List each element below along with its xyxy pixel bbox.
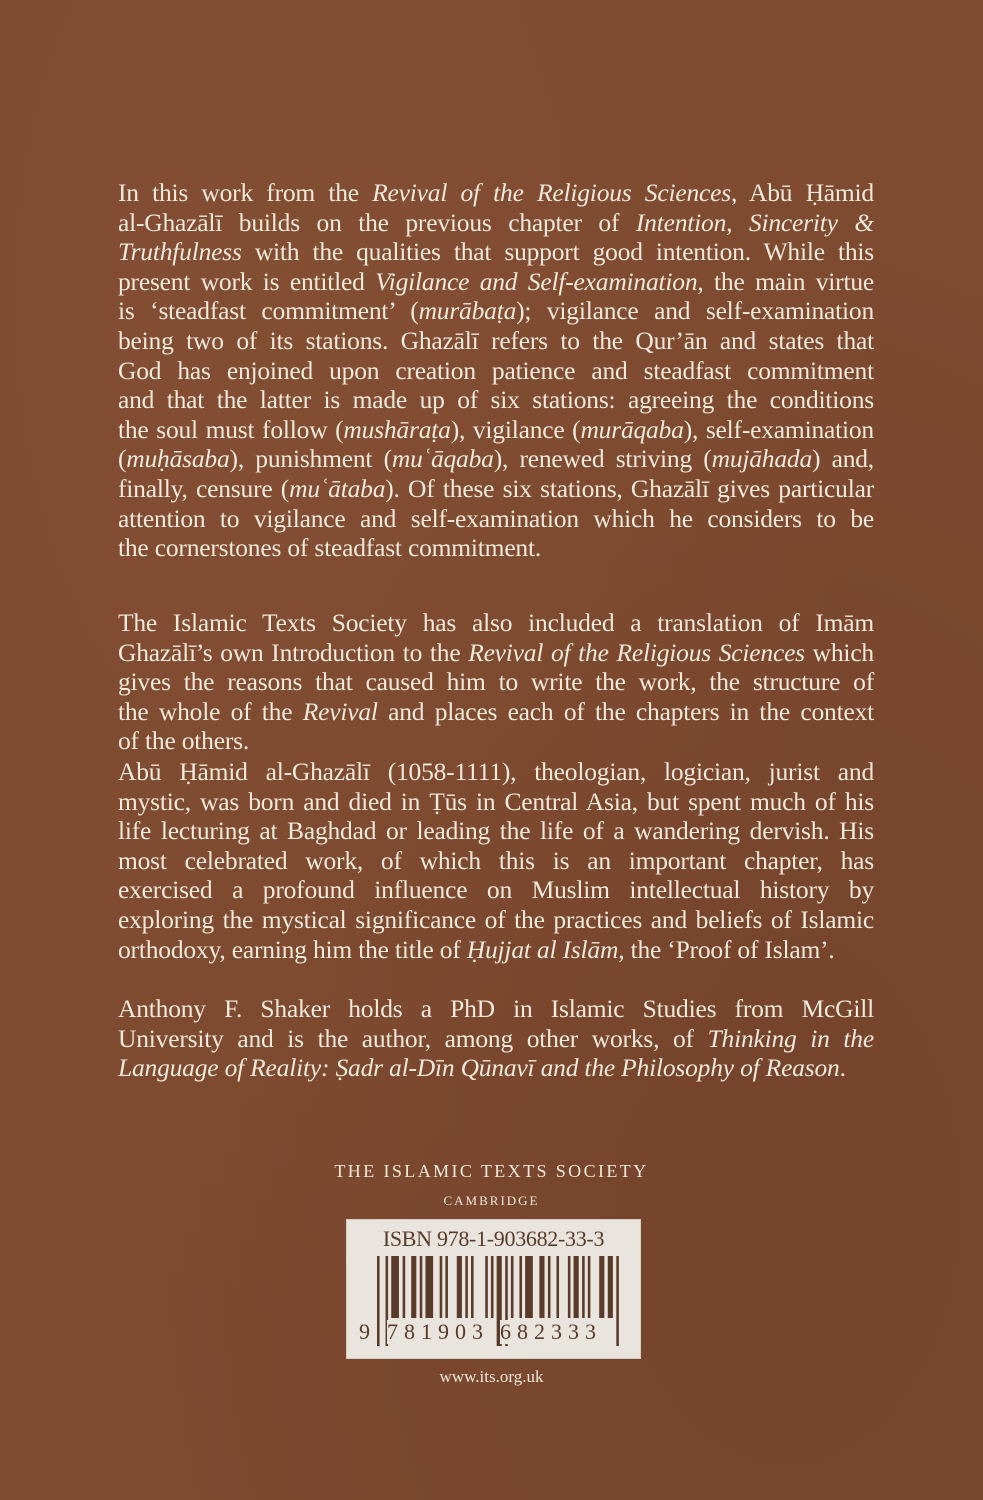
- barcode-digits-left: 781903: [387, 1319, 489, 1344]
- text-line: is ‘steadfast commitment’ (murābaṭa); vigilance and self-examination: [118, 296, 874, 326]
- publisher-name: THE ISLAMIC TEXTS SOCIETY: [334, 1161, 649, 1181]
- blurb-paragraph-1: [118, 178, 874, 563]
- publisher-city: CAMBRIDGE: [443, 1193, 540, 1208]
- author-bio-paragraph: [118, 757, 874, 964]
- publisher-website: www.its.org.uk: [439, 1367, 544, 1386]
- text-line: Abū Ḥāmid al-Ghazālī (1058-1111), theologian, logician, jurist and: [118, 757, 874, 786]
- text-line: mystic, was born and died in Ṭūs in Central Asia, but spent much of his: [118, 786, 874, 816]
- barcode-digit-first: 9: [359, 1319, 370, 1344]
- text-line: attention to vigilance and self-examination which he considers to be: [118, 503, 874, 533]
- text-line: al-Ghazālī builds on the previous chapter of Intention, Sincerity &: [118, 207, 874, 237]
- text-line: The Islamic Texts Society has also included a translation of Imām: [118, 608, 874, 637]
- text-line: (muḥāsaba), punishment (muʿāqaba), renewed striving (mujāhada) and,: [118, 444, 874, 474]
- text-line: Ghazālī’s own Introduction to the Revival of the Religious Sciences which: [118, 637, 874, 667]
- text-line: life lecturing at Baghdad or leading the life of a wandering dervish. His: [118, 816, 874, 846]
- translator-bio-paragraph: [118, 994, 874, 1083]
- text-line: gives the reasons that caused him to write the work, the structure of: [118, 667, 874, 697]
- text-line: Language of Reality: Ṣadr al-Dīn Qūnavī and the Philosophy of Reason.: [118, 1053, 846, 1083]
- text-line: University and is the author, among other works, of Thinking in the: [118, 1023, 874, 1053]
- blurb-paragraph-2: [118, 608, 874, 756]
- isbn-barcode: [346, 1219, 641, 1359]
- text-line: God has enjoined upon creation patience and steadfast commitment: [118, 355, 874, 385]
- text-line: and that the latter is made up of six stations: agreeing the conditions: [118, 385, 874, 415]
- text-line: being two of its stations. Ghazālī refers to the Qur’ān and states that: [118, 325, 874, 355]
- text-line: the whole of the Revival and places each of the chapters in the context: [118, 696, 875, 726]
- text-line: In this work from the Revival of the Religious Sciences, Abū Ḥāmid: [118, 178, 874, 207]
- text-line: finally, censure (muʿātaba). Of these six stations, Ghazālī gives particular: [118, 473, 875, 503]
- text-line: Truthfulness with the qualities that support good intention. While this: [118, 237, 874, 267]
- text-line: exploring the mystical significance of the practices and beliefs of Islamic: [118, 904, 874, 934]
- text-line: Anthony F. Shaker holds a PhD in Islamic Studies from McGill: [118, 994, 874, 1023]
- text-line: present work is entitled Vigilance and Self-examination, the main virtue: [118, 266, 875, 296]
- text-line: the soul must follow (mushāraṭa), vigilance (murāqaba), self-examination: [118, 414, 874, 444]
- text-line: the cornerstones of steadfast commitment.: [118, 533, 542, 563]
- text-line: orthodoxy, earning him the title of Ḥujjat al Islām, the ‘Proof of Islam’.: [118, 934, 835, 964]
- text-line: exercised a profound influence on Muslim intellectual history by: [118, 875, 874, 905]
- barcode-digits-right: 682333: [500, 1319, 602, 1344]
- isbn-label: ISBN 978-1-903682-33-3: [382, 1226, 605, 1251]
- text-line: of the others.: [118, 726, 250, 756]
- text-line: most celebrated work, of which this is an important chapter, has: [118, 845, 874, 875]
